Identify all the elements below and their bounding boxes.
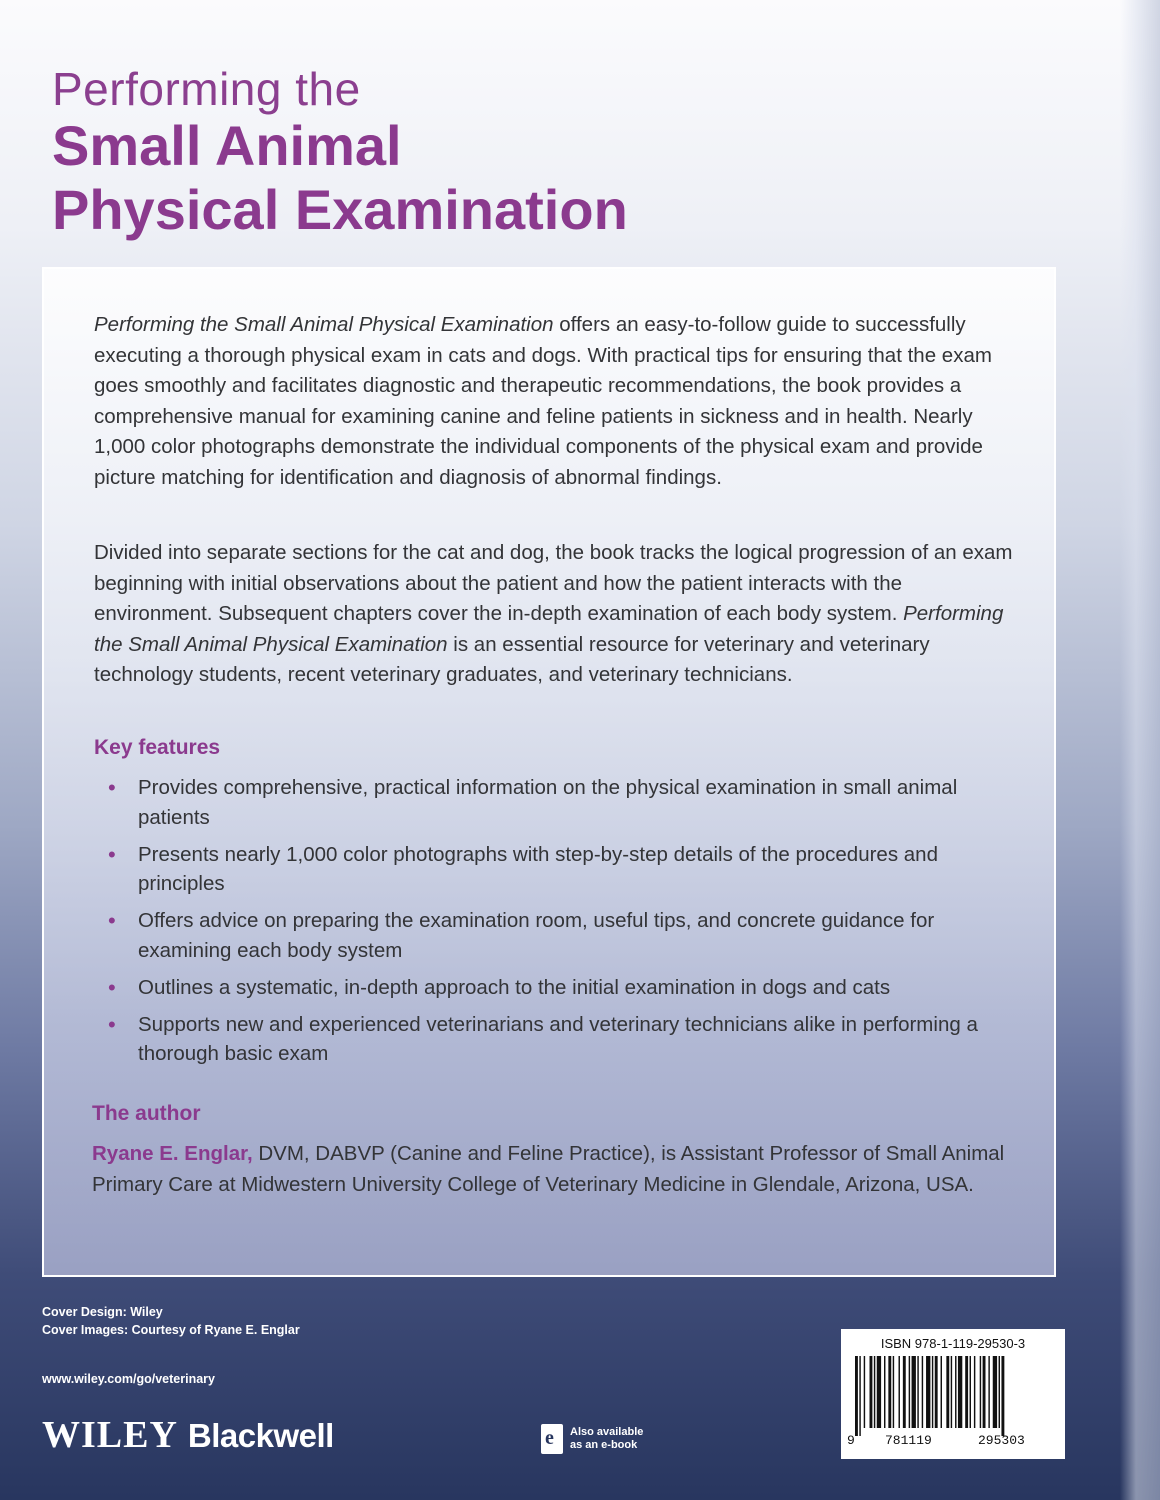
barcode-bar xyxy=(951,1356,952,1428)
cover-images-credit: Cover Images: Courtesy of Ryane E. Englar xyxy=(42,1323,300,1337)
barcode-bar xyxy=(859,1356,860,1436)
title-line-3: Physical Examination xyxy=(52,178,628,241)
barcode-bar xyxy=(899,1356,900,1428)
barcode-bar xyxy=(999,1356,1000,1428)
barcode-bar xyxy=(955,1356,956,1428)
description-text: Divided into separate sections for the cat and dog, the book tracks the logical progression of an exam beginning with initial observations about the patient and how the patient interacts with the environment. Subsequent chapters cover the in-depth examination of each body system. xyxy=(94,541,1013,625)
feature-item: • Outlines a systematic, in-depth approach to the initial examination in dogs and cats xyxy=(94,973,1014,1003)
barcode-bar xyxy=(970,1356,971,1428)
author-bio-text: DVM, DABVP (Canine and Feline Practice), is Assistant Professor of Small Animal Primary Care at Midwestern University College of Veterinary Medicine in Glendale, Arizona, USA. xyxy=(92,1142,1005,1196)
barcode-bar xyxy=(965,1356,968,1428)
bullet-icon: • xyxy=(108,841,116,867)
barcode-bar xyxy=(855,1356,858,1436)
ebook-text: Also available as an e-book xyxy=(570,1426,644,1451)
book-title-italic: Performing the Small Animal Physical Examination xyxy=(94,313,554,336)
barcode-digits-right: 295303 xyxy=(978,1433,1025,1448)
wiley-wordmark: WILEY xyxy=(42,1414,178,1456)
barcode-box xyxy=(841,1329,1065,1459)
cover-credits xyxy=(42,1303,300,1339)
barcode-bar xyxy=(903,1356,906,1428)
key-features-list xyxy=(94,773,1014,1076)
barcode-digit-first: 9 xyxy=(847,1433,855,1448)
barcode-bar xyxy=(888,1356,891,1428)
barcode-bar xyxy=(870,1356,873,1428)
barcode-bar xyxy=(874,1356,875,1428)
barcode-bar xyxy=(983,1356,986,1428)
barcode-bar xyxy=(941,1356,942,1428)
barcode-bar xyxy=(922,1356,923,1428)
title-line-2: Small Animal xyxy=(52,114,402,177)
author-name: Ryane E. Englar, xyxy=(92,1142,253,1165)
feature-item: • Offers advice on preparing the examination room, useful tips, and concrete guidance for examining each body system xyxy=(108,908,935,962)
blackwell-wordmark: Blackwell xyxy=(187,1417,334,1454)
barcode-bar xyxy=(958,1356,962,1428)
barcode-bar xyxy=(926,1356,930,1428)
barcode-bar xyxy=(864,1356,865,1428)
ebook-icon: e xyxy=(541,1424,563,1454)
barcode-bar xyxy=(993,1356,997,1428)
barcode-bar xyxy=(884,1356,885,1428)
barcode-bar xyxy=(946,1356,949,1428)
barcode-bar xyxy=(893,1356,894,1428)
bullet-icon: • xyxy=(108,974,116,1000)
barcode-bar xyxy=(935,1356,938,1428)
barcode-bar xyxy=(877,1356,881,1428)
description-paragraph-2 xyxy=(94,538,1014,691)
key-features-heading: Key features xyxy=(94,736,221,759)
barcode-icon xyxy=(855,1356,1055,1436)
cover-design-credit: Cover Design: Wiley xyxy=(42,1305,163,1319)
description-paragraph-1 xyxy=(94,310,1014,493)
feature-item: • Presents nearly 1,000 color photographs with step-by-step details of the procedures and principles xyxy=(108,841,938,895)
publisher-url: www.wiley.com/go/veterinary xyxy=(42,1372,215,1386)
title-line-1: Performing the xyxy=(52,63,361,115)
barcode-bar xyxy=(917,1356,918,1428)
bullet-icon: • xyxy=(108,775,116,800)
author-bio xyxy=(92,1139,1022,1200)
author-heading: The author xyxy=(92,1102,201,1125)
barcode-bar xyxy=(974,1356,975,1428)
feature-item: • Supports new and experienced veterinarians and veterinary technicians alike in performing a thorough basic exam xyxy=(108,1011,978,1065)
description-text: offers an easy-to-follow guide to successfully executing a thorough physical exam in cats and dogs. With practical tips for ensuring that the exam goes smoothly and facilitates diagnostic and therapeutic recommendations, the book provides a comprehensive manual for examining canine and feline patients in sickness and in health. Nearly 1,000 color photographs demonstrate the individual components of the physical exam and provide picture matching for identification and diagnosis of abnormal findings. xyxy=(94,313,992,489)
barcode-bar xyxy=(909,1356,910,1428)
barcode-bar xyxy=(988,1356,989,1428)
barcode-bar xyxy=(980,1356,981,1428)
description-text: is an essential resource for veterinary and veterinary technology students, recent veterinary graduates, and veterinary technicians. xyxy=(94,632,930,686)
bullet-icon: • xyxy=(108,1011,116,1037)
barcode-digits-left: 781119 xyxy=(885,1433,932,1448)
ebook-notice xyxy=(541,1424,643,1454)
wiley-blackwell-logo xyxy=(42,1413,334,1457)
isbn-label: ISBN 978-1-119-29530-3 xyxy=(880,1336,1026,1351)
barcode-bar xyxy=(1001,1356,1004,1436)
barcode-bar xyxy=(912,1356,916,1428)
bullet-icon: • xyxy=(108,908,116,933)
cover-edge xyxy=(1120,0,1160,1500)
barcode-bar xyxy=(932,1356,933,1428)
feature-item: • Provides comprehensive, practical information on the physical examination in small animal patients xyxy=(108,775,958,829)
book-title-italic: Performing the Small Animal Physical Examination xyxy=(94,602,1004,656)
